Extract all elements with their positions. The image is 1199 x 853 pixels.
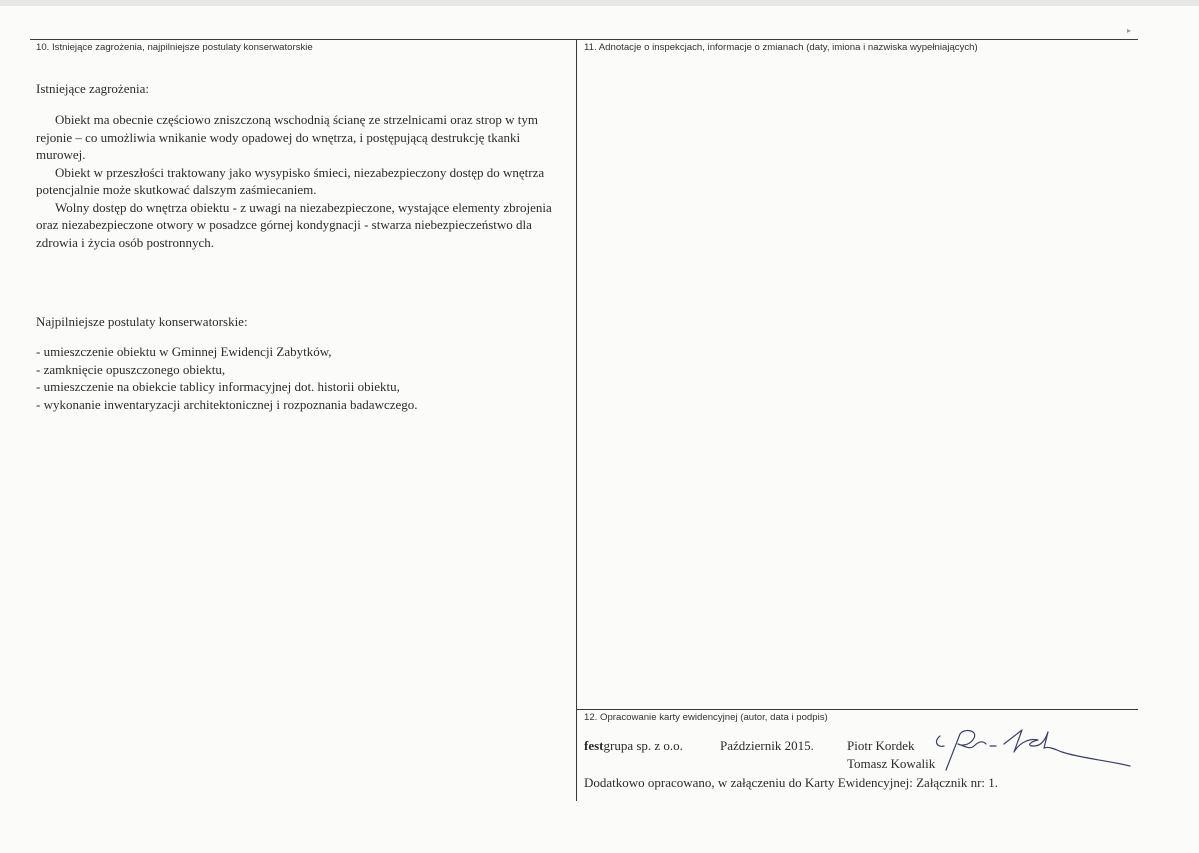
scan-top-edge: [0, 0, 1199, 6]
author-1: Piotr Kordek: [847, 738, 915, 753]
threat-paragraph: Obiekt w przeszłości traktowany jako wysypisko śmieci, niezabezpieczony dostęp do wnętrza potencjalnie może skutkować dalszym zaśmiecaniem.: [36, 164, 545, 197]
section10-header: 10. Istniejące zagrożenia, najpilniejsze postulaty konserwatorskie: [36, 42, 313, 53]
section11-header: 11. Adnotacje o inspekcjach, informacje o zmianach (daty, imiona i nazwiska wypełniających): [584, 42, 978, 53]
postulate-item: - umieszczenie na obiekcie tablicy informacyjnej dot. historii obiektu,: [36, 379, 400, 394]
section12-header: 12. Opracowanie karty ewidencyjnej (autor, data i podpis): [584, 712, 828, 723]
company-line: [584, 737, 683, 755]
threats-title: Istniejące zagrożenia:: [36, 81, 149, 96]
threats-text: [36, 111, 566, 251]
company-name-rest: grupa sp. z o.o.: [603, 738, 683, 753]
threat-paragraph: Obiekt ma obecnie częściowo zniszczoną wschodnią ścianę ze strzelnicami oraz strop w tym rejonie – co umożliwia wnikanie wody opadowej do wnętrza, i postępującą destrukcję tkanki murowej.: [36, 112, 538, 162]
postulates-title: Najpilniejsze postulaty konserwatorskie:: [36, 314, 248, 329]
section12-rule: [576, 709, 1138, 710]
postulate-item: - umieszczenie obiektu w Gminnej Ewidencji Zabytków,: [36, 344, 332, 359]
top-rule: [30, 39, 1138, 40]
author-2: Tomasz Kowalik: [847, 756, 936, 771]
postulate-item: - wykonanie inwentaryzacji architektonicznej i rozpoznania badawczego.: [36, 396, 418, 412]
additional-text: Dodatkowo opracowano, w załączeniu do Karty Ewidencyjnej: Załącznik nr: 1.: [584, 775, 999, 790]
column-divider: [576, 39, 577, 801]
company-name-bold: fest: [584, 738, 604, 753]
postulate-item: - zamknięcie opuszczonego obiektu,: [36, 361, 226, 377]
threat-paragraph: Wolny dostęp do wnętrza obiektu - z uwagi na niezabezpieczone, wystające elementy zbrojenia oraz niezabezpieczone otwory w posadzce górnej kondygnacji - stwarza niebezpieczeństwo dla zdrowia i życia osób postronnych.: [36, 199, 552, 250]
postulates-list: [36, 343, 566, 413]
scan-mark: ▸: [1127, 26, 1132, 35]
date-text: Październik 2015.: [720, 738, 814, 753]
signature-icon: [930, 724, 1135, 774]
